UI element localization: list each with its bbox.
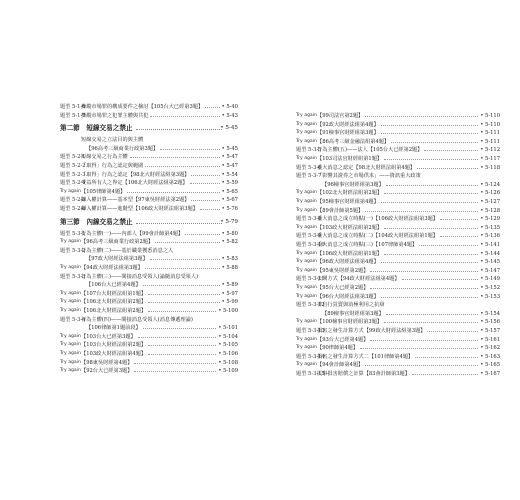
topic-number: 題型 5-3-4 bbox=[60, 316, 86, 323]
topic-number: 題型 5-3-6 bbox=[296, 164, 322, 171]
page-number: • 5-162 bbox=[480, 345, 500, 352]
topic-number: 題型 5-2-5 bbox=[60, 197, 86, 204]
dot-leader bbox=[365, 365, 478, 366]
try-again-label: Try again bbox=[296, 336, 317, 342]
entry-title: 【103司法官財經組第1題】 bbox=[317, 156, 383, 162]
entry-title: 歸入權計算——進階型【106政大財經法組第3題】 bbox=[81, 206, 198, 212]
toc-entry[interactable] bbox=[60, 281, 238, 289]
entry-title: 操縱市場罪之犯罪主體與共犯 bbox=[81, 112, 149, 119]
page-number: • 5-65 bbox=[221, 188, 238, 195]
toc-try-again-entry[interactable] bbox=[296, 112, 500, 120]
dot-leader bbox=[381, 202, 478, 203]
toc-entry[interactable] bbox=[296, 327, 500, 335]
dot-leader bbox=[130, 157, 220, 158]
entry-title: 短線交易之行為主體 bbox=[81, 154, 128, 161]
entry-title: 【96政大財經法組第4題】 bbox=[317, 259, 379, 266]
page-number: • 5-144 bbox=[480, 250, 500, 257]
page-number: • 5-135 bbox=[480, 224, 500, 231]
entry-title: 【89檢事官財經組第3題】 bbox=[322, 310, 384, 317]
try-again-label: Try again bbox=[60, 351, 81, 356]
try-again-label: Try again bbox=[60, 308, 81, 313]
toc-try-again-entry[interactable] bbox=[296, 258, 500, 266]
dot-leader bbox=[190, 183, 220, 184]
toc-try-again-entry[interactable] bbox=[296, 344, 500, 352]
entry-title: 【89會計師第5題】 bbox=[317, 207, 364, 214]
try-again-label: Try again bbox=[60, 368, 81, 374]
topic-number: 題型 5-3-3 bbox=[60, 273, 86, 280]
entry-title: 行為主體(一)——內部人【99會計師第4題】 bbox=[81, 230, 184, 237]
dot-leader bbox=[381, 262, 478, 263]
entry-title: 損害之發生計算方式【99政大財經法組第3題】 bbox=[317, 328, 426, 334]
try-again-label: Try again bbox=[60, 299, 81, 305]
section-page-number: • 5-79 bbox=[220, 218, 238, 225]
topic-number: 題型 5-3-15 bbox=[296, 371, 325, 377]
toc-try-again-entry[interactable] bbox=[296, 121, 500, 129]
entry-title: 操縱市場罪的構成要件之檢討【105台大已經第3題】 bbox=[81, 104, 204, 110]
try-again-label: Try again bbox=[60, 188, 81, 194]
dot-leader bbox=[191, 200, 220, 201]
entry-title: 【86高考三級金融法組第4題】 bbox=[317, 138, 390, 145]
try-again-label: Try again bbox=[296, 293, 317, 299]
toc-entry[interactable] bbox=[60, 255, 238, 263]
dot-leader bbox=[155, 242, 220, 243]
entry-title: 行為主體(三)——間接消息受領人(論隨消息受領人) bbox=[81, 273, 199, 280]
try-again-label: Try again bbox=[60, 265, 81, 270]
dot-leader bbox=[415, 357, 478, 358]
dot-leader bbox=[419, 245, 478, 246]
entry-title: 損害之發生計算方式二【101律師第4題】 bbox=[317, 353, 414, 360]
toc-entry[interactable] bbox=[296, 181, 500, 189]
toc-try-again-entry[interactable] bbox=[296, 284, 500, 292]
section-page-number: • 5-45 bbox=[220, 125, 238, 132]
try-again-label: Try again bbox=[296, 121, 317, 127]
toc-entry[interactable] bbox=[60, 179, 238, 187]
toc-entry[interactable] bbox=[296, 241, 500, 249]
toc-entry[interactable] bbox=[60, 171, 238, 179]
entry-title: 【96檢事官財經組第3題】 bbox=[322, 181, 384, 188]
page-number: • 5-47 bbox=[221, 154, 238, 161]
dot-leader bbox=[136, 223, 222, 224]
page-number: • 5-76 bbox=[221, 206, 238, 212]
topic-number: 題型 5-2-1 bbox=[60, 154, 86, 161]
toc-try-again-entry[interactable] bbox=[60, 341, 238, 349]
entry-title: 非自行買賣與消極利用之抗辯 bbox=[317, 302, 385, 309]
entry-title: 【106政大財經法組第1題】 bbox=[317, 250, 383, 257]
toc-try-again-entry[interactable] bbox=[60, 333, 238, 341]
page-number: • 5-105 bbox=[218, 342, 238, 349]
page-number: • 5-126 bbox=[480, 190, 500, 197]
topic-number: 題型 5-3-2 bbox=[60, 247, 86, 254]
topic-number: 題型 5-2-4 bbox=[60, 180, 86, 187]
dot-leader bbox=[381, 133, 478, 134]
page-number: • 5-152 bbox=[480, 285, 500, 291]
page-number: • 5-101 bbox=[218, 325, 238, 332]
entry-title: 【93台大已經第4題】 bbox=[317, 336, 369, 343]
entry-title: 【96高考三級商業行政第2題】 bbox=[81, 239, 154, 246]
entry-title: 【97政大財經法組第3題】 bbox=[86, 256, 148, 263]
page-number: • 5-40 bbox=[221, 104, 238, 110]
topic-number: 題型 5-1-6 bbox=[60, 104, 86, 110]
page-number: • 5-104 bbox=[218, 333, 238, 340]
entry-title: 短線交易之立法目的與主體 bbox=[81, 137, 144, 144]
page-number: • 5-117 bbox=[480, 156, 500, 162]
try-again-label: Try again bbox=[60, 333, 81, 339]
page-number: • 5-118 bbox=[480, 164, 500, 171]
dot-leader bbox=[365, 211, 478, 212]
section-title: 第二節 短線交易之禁止 bbox=[60, 124, 133, 133]
page-number: • 5-82 bbox=[221, 239, 238, 246]
toc-entry[interactable] bbox=[296, 275, 500, 283]
page-number: • 5-97 bbox=[221, 290, 238, 297]
dot-leader bbox=[150, 259, 220, 260]
toc-entry[interactable] bbox=[60, 112, 238, 120]
dot-leader bbox=[417, 168, 478, 169]
try-again-label: Try again bbox=[60, 342, 81, 348]
entry-title: 【95台大已經第2題】 bbox=[317, 285, 369, 291]
entry-title: 【107台大財經法組第1題】 bbox=[81, 290, 147, 297]
toc-try-again-entry[interactable] bbox=[296, 155, 500, 163]
page-number: • 5-161 bbox=[480, 336, 500, 343]
page-number: • 5-149 bbox=[480, 276, 500, 283]
dot-leader bbox=[370, 340, 478, 341]
dot-leader bbox=[143, 285, 220, 286]
toc-entry[interactable] bbox=[60, 153, 238, 161]
try-again-label: Try again bbox=[296, 138, 317, 144]
page-number: • 5-67 bbox=[221, 197, 238, 204]
dot-leader bbox=[191, 175, 220, 176]
page-number: • 5-163 bbox=[480, 353, 500, 360]
topic-number: 題型 5-3-1 bbox=[60, 230, 86, 237]
entry-title: 「取得」行為之認定與範圍 bbox=[81, 163, 144, 169]
entry-title: 【94會計師第4題】 bbox=[317, 362, 364, 369]
toc-try-again-entry[interactable] bbox=[60, 307, 238, 315]
dot-leader bbox=[360, 348, 478, 349]
page-number: • 5-111 bbox=[480, 130, 500, 137]
entry-title: 行為主體(二)——基於職業獲悉消息之人 bbox=[81, 247, 174, 254]
page-number: • 5-136 bbox=[480, 233, 500, 240]
entry-title: 重大消息之成立時點(三)【107律師第4題】 bbox=[317, 242, 418, 248]
entry-title: 【100檢事官財經組第3題】 bbox=[317, 319, 383, 326]
entry-title: 歸入權計算——基本型【97東吳財經法第2題】 bbox=[81, 197, 190, 204]
topic-number: 題型 5-3-5 bbox=[296, 147, 322, 154]
toc-entry[interactable] bbox=[60, 316, 238, 324]
entry-title: 【96台大財經法組第3題】 bbox=[317, 293, 379, 300]
page-number: • 5-43 bbox=[221, 112, 238, 119]
page-number: • 5-157 bbox=[480, 328, 500, 334]
toc-try-again-entry[interactable] bbox=[60, 350, 238, 358]
toc-entry[interactable] bbox=[60, 230, 238, 238]
dot-leader bbox=[381, 297, 478, 298]
page-number: • 5-129 bbox=[480, 216, 500, 223]
dot-leader bbox=[427, 331, 478, 332]
dot-leader bbox=[384, 254, 478, 255]
topic-number: 題型 5-3-11 bbox=[296, 276, 325, 283]
page-number: • 5-127 bbox=[480, 199, 500, 205]
dot-leader bbox=[365, 116, 478, 117]
page-number: • 5-141 bbox=[480, 242, 500, 248]
try-again-label: Try again bbox=[296, 362, 317, 368]
entry-title: 【95東吳財經第2題】 bbox=[317, 267, 369, 274]
page-number: • 5-106 bbox=[218, 351, 238, 357]
entry-title: 【105律師第4題】 bbox=[81, 188, 126, 195]
page-number: • 5-47 bbox=[221, 163, 238, 169]
toc-entry[interactable] bbox=[60, 196, 238, 204]
page-number: • 5-167 bbox=[480, 371, 500, 377]
page-number: • 5-112 bbox=[480, 147, 500, 154]
entry-title: 【95檢事官財經組第4題】 bbox=[317, 199, 379, 205]
entry-title: 【106台大已經第4題】 bbox=[86, 282, 141, 289]
entry-title: 【106律師第1題前段】 bbox=[86, 325, 141, 332]
dot-leader bbox=[138, 337, 216, 338]
dot-leader bbox=[384, 159, 478, 160]
page-number: • 5-83 bbox=[221, 256, 238, 263]
toc-entry[interactable] bbox=[296, 146, 500, 154]
page-number: • 5-110 bbox=[480, 121, 500, 128]
toc-try-again-entry[interactable] bbox=[60, 264, 238, 272]
dot-leader bbox=[136, 129, 222, 130]
dot-leader bbox=[412, 374, 478, 375]
page-number: • 5-145 bbox=[480, 259, 500, 266]
toc-try-again-entry[interactable] bbox=[296, 336, 500, 344]
topic-number: 題型 5-3-9 bbox=[296, 233, 322, 240]
page-number: • 5-54 bbox=[221, 171, 238, 178]
try-again-label: Try again bbox=[60, 359, 81, 365]
page-number: • 5-111 bbox=[480, 138, 500, 145]
try-again-label: Try again bbox=[60, 239, 81, 245]
topic-number: 題型 5-3-7 bbox=[296, 173, 322, 180]
dot-leader bbox=[424, 150, 478, 151]
toc-try-again-entry[interactable] bbox=[60, 188, 238, 196]
dot-leader bbox=[384, 193, 478, 194]
dot-leader bbox=[384, 322, 478, 323]
entry-title: 【92政大財經法組第4題】 bbox=[317, 121, 379, 128]
page-number: • 5-165 bbox=[480, 362, 500, 369]
entry-title: 【102北大財經法組第2題】 bbox=[317, 190, 383, 197]
try-again-label: Try again bbox=[296, 130, 317, 136]
page-number: • 5-100 bbox=[218, 308, 238, 314]
toc-try-again-entry[interactable] bbox=[60, 359, 238, 367]
dot-leader bbox=[150, 116, 220, 117]
page-number: • 5-147 bbox=[480, 267, 500, 274]
dot-leader bbox=[370, 288, 478, 289]
entry-title: 【103台大財經法組第2題】 bbox=[81, 342, 147, 349]
dot-leader bbox=[384, 228, 478, 229]
entry-title: 民事損害賠償之計算【83會計師第3題】 bbox=[317, 371, 410, 377]
entry-title: 行為主體(五)——法人【105台大已經第2題】 bbox=[317, 147, 423, 154]
dot-leader bbox=[185, 234, 220, 235]
page-number: • 5-153 bbox=[480, 293, 500, 300]
try-again-label: Try again bbox=[296, 207, 317, 213]
toc-try-again-entry[interactable] bbox=[296, 129, 500, 137]
toc-try-again-entry[interactable] bbox=[60, 238, 238, 246]
toc-try-again-entry[interactable] bbox=[296, 189, 500, 197]
try-again-label: Try again bbox=[296, 224, 317, 230]
try-again-label: Try again bbox=[296, 319, 317, 325]
entry-title: 【91檢事官財經組第3題】 bbox=[317, 130, 379, 137]
try-again-label: Try again bbox=[60, 290, 81, 296]
dot-leader bbox=[134, 371, 216, 372]
topic-number: 題型 5-3-8 bbox=[296, 216, 322, 223]
toc-try-again-entry[interactable] bbox=[60, 367, 238, 375]
dot-leader bbox=[148, 311, 216, 312]
page-number: • 5-124 bbox=[480, 181, 500, 188]
dot-leader bbox=[381, 125, 478, 126]
page-number: • 5-88 bbox=[221, 265, 238, 271]
page-number: • 5-128 bbox=[480, 207, 500, 214]
page-number: • 5-109 bbox=[218, 368, 238, 375]
entry-title: 【103政大財經法組第2題】 bbox=[317, 224, 383, 231]
page-number: • 5-59 bbox=[221, 180, 238, 187]
try-again-label: Try again bbox=[296, 199, 317, 204]
page-number: • 5-80 bbox=[221, 230, 238, 237]
toc-entry[interactable] bbox=[60, 205, 238, 213]
toc-entry[interactable] bbox=[60, 136, 238, 144]
try-again-label: Try again bbox=[296, 156, 317, 161]
dot-leader bbox=[370, 271, 478, 272]
toc-try-again-entry[interactable] bbox=[60, 298, 238, 306]
toc-try-again-entry[interactable] bbox=[296, 224, 500, 232]
dot-leader bbox=[205, 107, 220, 108]
toc-try-again-entry[interactable] bbox=[296, 267, 500, 275]
try-again-label: Try again bbox=[296, 113, 317, 118]
entry-title: 重大消息之成立時點(一)【106政大財經法組第3題】 bbox=[317, 216, 438, 223]
toc-entry[interactable] bbox=[60, 103, 238, 111]
try-again-label: Try again bbox=[296, 345, 317, 351]
toc-try-again-entry[interactable] bbox=[296, 361, 500, 369]
toc-entry[interactable] bbox=[296, 215, 500, 223]
toc-entry[interactable] bbox=[60, 145, 238, 153]
entry-title: 重大消息之成立時點(二)【104政大財經法組第1題】 bbox=[317, 233, 438, 240]
toc-entry[interactable] bbox=[296, 164, 500, 172]
try-again-label: Try again bbox=[296, 190, 317, 196]
topic-number: 題型 5-3-10 bbox=[296, 242, 325, 248]
page-number: • 5-108 bbox=[218, 359, 238, 366]
toc-section-heading[interactable] bbox=[60, 123, 238, 134]
entry-title: 重大消息之認定【98北大財經法組第4題】 bbox=[317, 164, 416, 171]
try-again-label: Try again bbox=[296, 250, 317, 256]
dot-leader bbox=[386, 185, 478, 186]
entry-title: 【106北大財經法組第2題】 bbox=[81, 299, 147, 306]
topic-number: 題型 5-3-14 bbox=[296, 353, 325, 360]
entry-title: 【94政大財經法組第3題】 bbox=[81, 265, 143, 271]
entry-title: 公開方式【94政大財經法組第4題】 bbox=[317, 276, 400, 283]
try-again-label: Try again bbox=[296, 285, 317, 290]
entry-title: 【92台大已經第3題】 bbox=[81, 368, 133, 375]
try-again-label: Try again bbox=[296, 259, 317, 265]
dot-leader bbox=[127, 192, 220, 193]
toc-entry[interactable] bbox=[60, 324, 238, 332]
dot-leader bbox=[391, 142, 478, 143]
entry-title: 【99司法官第2題】 bbox=[317, 113, 364, 119]
toc-entry[interactable] bbox=[60, 162, 238, 170]
toc-section-heading[interactable] bbox=[60, 217, 238, 228]
page-number: • 5-45 bbox=[221, 145, 238, 152]
toc-try-again-entry[interactable] bbox=[296, 207, 500, 215]
entry-title: 「取得」行為之認定【98北大財經法組第3題】 bbox=[81, 171, 190, 178]
section-title: 第三節 內線交易之禁止 bbox=[60, 217, 133, 226]
toc-entry[interactable] bbox=[296, 232, 500, 240]
entry-title: 【103政大財經法組第4題】 bbox=[81, 351, 147, 357]
topic-number: 題型 5-2-3 bbox=[60, 171, 86, 178]
dot-leader bbox=[143, 328, 216, 329]
dot-leader bbox=[148, 345, 216, 346]
page-number: • 5-154 bbox=[480, 310, 500, 317]
entry-title: 受益所有人之界定【106北大財經法組第2題】 bbox=[81, 180, 188, 187]
page-number: • 5-110 bbox=[480, 113, 500, 119]
toc-try-again-entry[interactable] bbox=[296, 138, 500, 146]
dot-leader bbox=[200, 209, 220, 210]
toc-try-again-entry[interactable] bbox=[296, 250, 500, 258]
topic-number: 題型 5-3-12 bbox=[296, 302, 325, 309]
dot-leader bbox=[148, 302, 220, 303]
toc-try-again-entry[interactable] bbox=[296, 318, 500, 326]
toc-try-again-entry[interactable] bbox=[296, 198, 500, 206]
toc-entry[interactable] bbox=[296, 353, 500, 361]
entry-title: 【103台大已經第3題】 bbox=[81, 333, 136, 340]
entry-title: 【90律師第4題】 bbox=[317, 345, 359, 352]
page-number: • 5-99 bbox=[221, 299, 238, 306]
entry-title: 【98東吳財經第4題】 bbox=[81, 359, 133, 366]
entry-title: 【96高考三級商業行政第3題】 bbox=[86, 145, 159, 152]
dot-leader bbox=[134, 363, 216, 364]
toc-entry[interactable] bbox=[60, 247, 238, 255]
toc-entry[interactable] bbox=[296, 370, 500, 378]
dot-leader bbox=[145, 268, 220, 269]
dot-leader bbox=[148, 354, 216, 355]
entry-title: 行為主體(四)——間接消息受領人(消息傳遞理論) bbox=[81, 316, 193, 323]
topic-number: 題型 5-2-6 bbox=[60, 206, 86, 212]
topic-number: 題型 5-2-2 bbox=[60, 163, 86, 169]
dot-leader bbox=[440, 219, 478, 220]
topic-number: 題型 5-1-7 bbox=[60, 112, 86, 119]
toc-entry[interactable] bbox=[296, 310, 500, 318]
toc-entry[interactable] bbox=[60, 273, 238, 281]
page-number: • 5-156 bbox=[480, 319, 500, 326]
try-again-label: Try again bbox=[296, 267, 317, 273]
toc-try-again-entry[interactable] bbox=[296, 293, 500, 301]
entry-title: 「影響其證券之市場供求」——資訊重大政策 bbox=[317, 173, 421, 180]
entry-title: 【106北大財經法組第2題】 bbox=[81, 308, 147, 314]
dot-leader bbox=[386, 314, 478, 315]
page-number: • 5-89 bbox=[221, 282, 238, 289]
dot-leader bbox=[145, 166, 220, 167]
toc-entry[interactable] bbox=[296, 172, 500, 180]
toc-try-again-entry[interactable] bbox=[60, 290, 238, 298]
dot-leader bbox=[160, 149, 220, 150]
dot-leader bbox=[402, 279, 478, 280]
dot-leader bbox=[148, 294, 220, 295]
topic-number: 題型 5-3-13 bbox=[296, 328, 325, 334]
toc-entry[interactable] bbox=[296, 301, 500, 309]
dot-leader bbox=[440, 236, 478, 237]
